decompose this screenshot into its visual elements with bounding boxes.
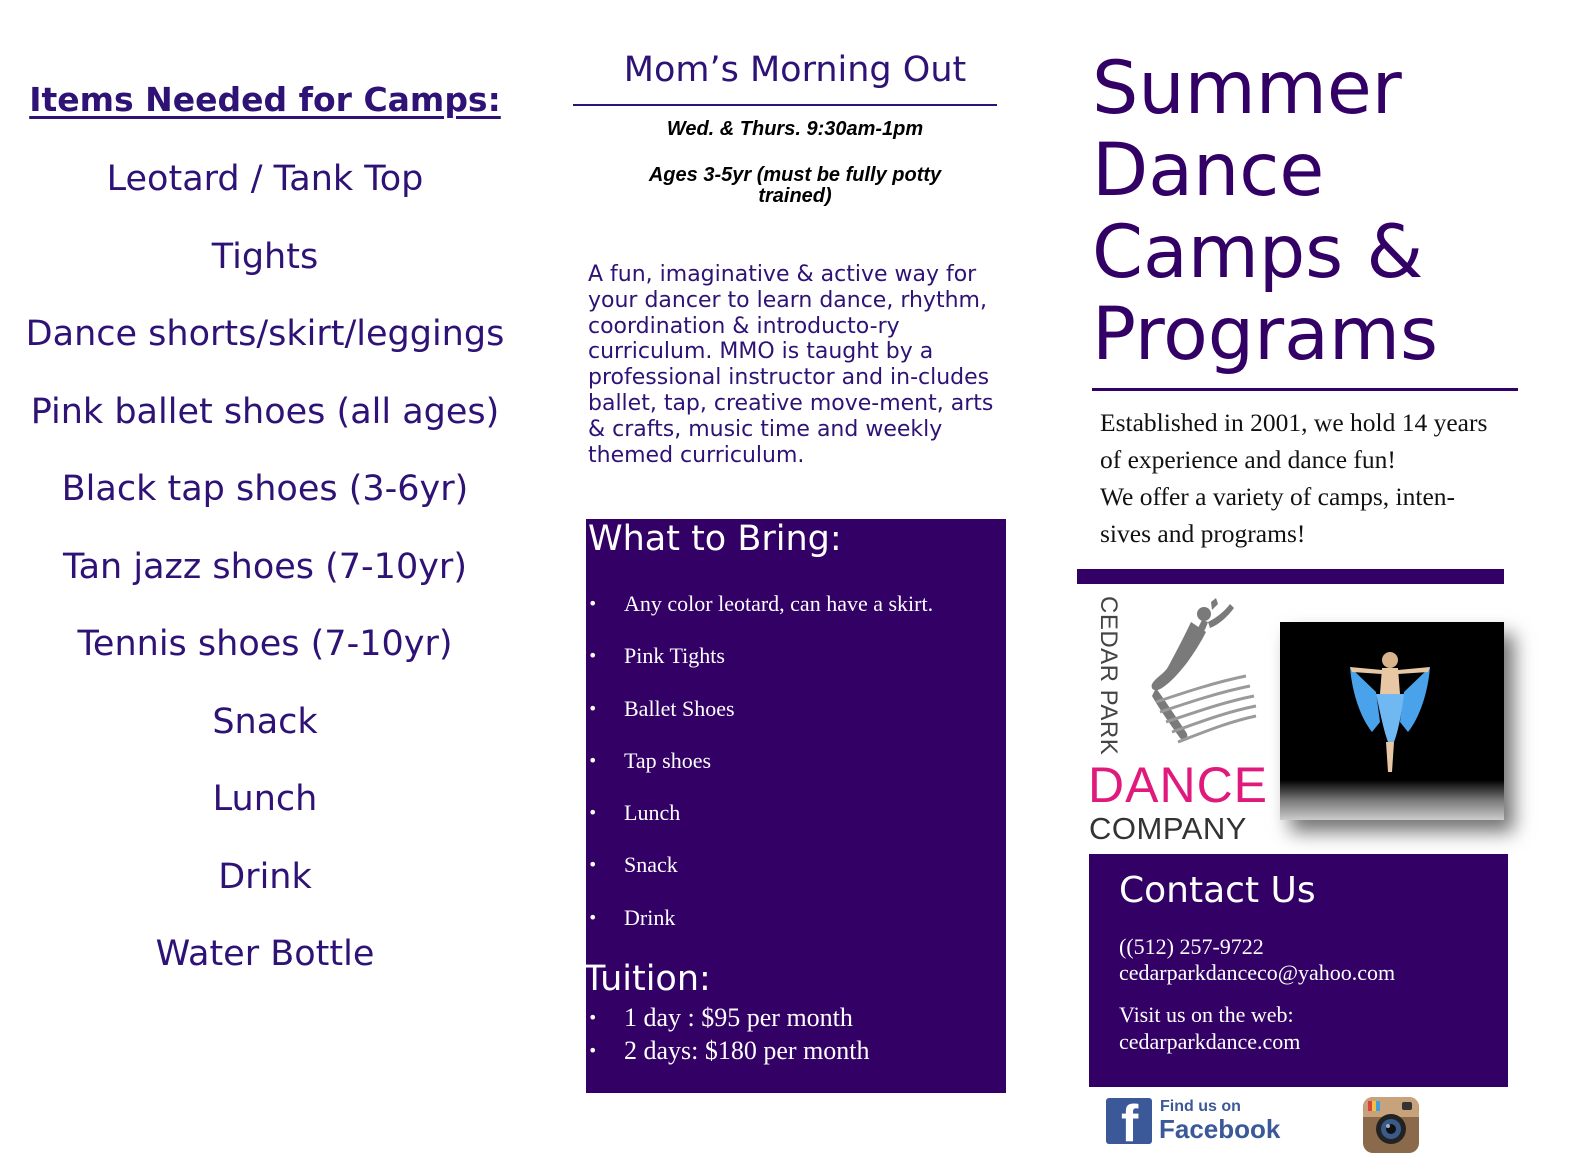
items-needed-title: Items Needed for Camps: xyxy=(29,80,501,119)
facebook-icon: f xyxy=(1106,1098,1152,1144)
list-item: • Ballet Shoes xyxy=(586,694,933,746)
mmo-ages: Ages 3-5yr (must be fully potty trained) xyxy=(648,164,942,207)
list-item: Drink xyxy=(218,856,312,897)
facebook-name-text: Facebook xyxy=(1159,1114,1281,1144)
what-to-bring-box xyxy=(586,519,1006,1093)
intro-line: Established in 2001, we hold 14 years xyxy=(1100,408,1488,437)
list-item: • Tap shoes xyxy=(586,746,933,798)
items-needed-panel xyxy=(0,0,530,1171)
mmo-description: A fun, imaginative & active way for your dancer to learn dance, rhythm, coordination & introducto-ry curriculum. MMO is taught by a professional instructor and in-cludes ballet, tap, creative move-ment, arts & crafts, music time and weekly themed curriculum. xyxy=(588,262,994,468)
facebook-badge[interactable] xyxy=(1106,1095,1281,1153)
facebook-find-text: Find us on xyxy=(1160,1098,1241,1115)
list-item: • Snack xyxy=(586,850,933,902)
list-item: • 2 days: $180 per month xyxy=(586,1034,870,1067)
what-to-bring-list xyxy=(586,589,933,955)
list-item: Leotard / Tank Top xyxy=(106,159,424,199)
contact-box xyxy=(1089,854,1508,1087)
what-to-bring-title: What to Bring: xyxy=(588,519,842,559)
list-item: • 1 day : $95 per month xyxy=(586,1001,870,1034)
list-item: Dance shorts/skirt/leggings xyxy=(25,314,505,354)
list-item: Pink ballet shoes (all ages) xyxy=(30,391,500,432)
logo-cedar-park: CEDAR PARK xyxy=(1095,596,1122,756)
intro-line: We offer a variety of camps, inten- xyxy=(1100,482,1456,511)
intro-line: of experience and dance fun! xyxy=(1100,445,1396,474)
list-item: • Pink Tights xyxy=(586,641,933,693)
divider xyxy=(573,104,997,106)
contact-phone: ((512) 257-9722 xyxy=(1119,934,1264,959)
logo-dance: DANCE xyxy=(1088,757,1269,813)
list-item: Snack xyxy=(212,701,318,742)
tuition-title: Tuition: xyxy=(584,959,711,999)
contact-website[interactable]: cedarparkdance.com xyxy=(1119,1029,1301,1054)
intro-line: sives and programs! xyxy=(1100,519,1306,548)
list-item: • Lunch xyxy=(586,798,933,850)
logo-company: COMPANY xyxy=(1089,811,1247,846)
items-needed-list xyxy=(0,152,530,1005)
title-line: Dance xyxy=(1092,128,1325,213)
intro-text xyxy=(1100,404,1540,552)
contact-web-label: Visit us on the web: xyxy=(1119,1002,1294,1027)
dancer-silhouette-icon xyxy=(1116,592,1266,762)
contact-title: Contact Us xyxy=(1119,870,1316,911)
list-item: Tights xyxy=(211,236,319,277)
title-line: Summer xyxy=(1092,46,1402,131)
mmo-schedule: Wed. & Thurs. 9:30am-1pm xyxy=(666,118,924,140)
cedar-park-dance-logo xyxy=(1086,592,1269,852)
title-line: Programs xyxy=(1092,292,1439,377)
instagram-icon[interactable] xyxy=(1362,1096,1420,1154)
dancer-photo-image xyxy=(1280,622,1504,820)
tuition-list xyxy=(586,1001,870,1067)
list-item: Lunch xyxy=(212,779,318,819)
mmo-title: Mom’s Morning Out xyxy=(623,50,967,90)
list-item: Black tap shoes (3-6yr) xyxy=(61,469,469,509)
dancer-photo xyxy=(1280,622,1504,820)
list-item: • Drink xyxy=(586,903,933,955)
decorative-bar xyxy=(1077,569,1504,584)
contact-email[interactable]: cedarparkdanceco@yahoo.com xyxy=(1119,960,1396,985)
title-line: Camps & xyxy=(1092,210,1424,295)
list-item: Water Bottle xyxy=(155,934,375,974)
list-item: Tennis shoes (7-10yr) xyxy=(77,624,453,664)
list-item: Tan jazz shoes (7-10yr) xyxy=(63,546,467,587)
brochure-title xyxy=(1092,48,1552,376)
divider xyxy=(1092,388,1518,391)
list-item: • Any color leotard, can have a skirt. xyxy=(586,589,933,641)
